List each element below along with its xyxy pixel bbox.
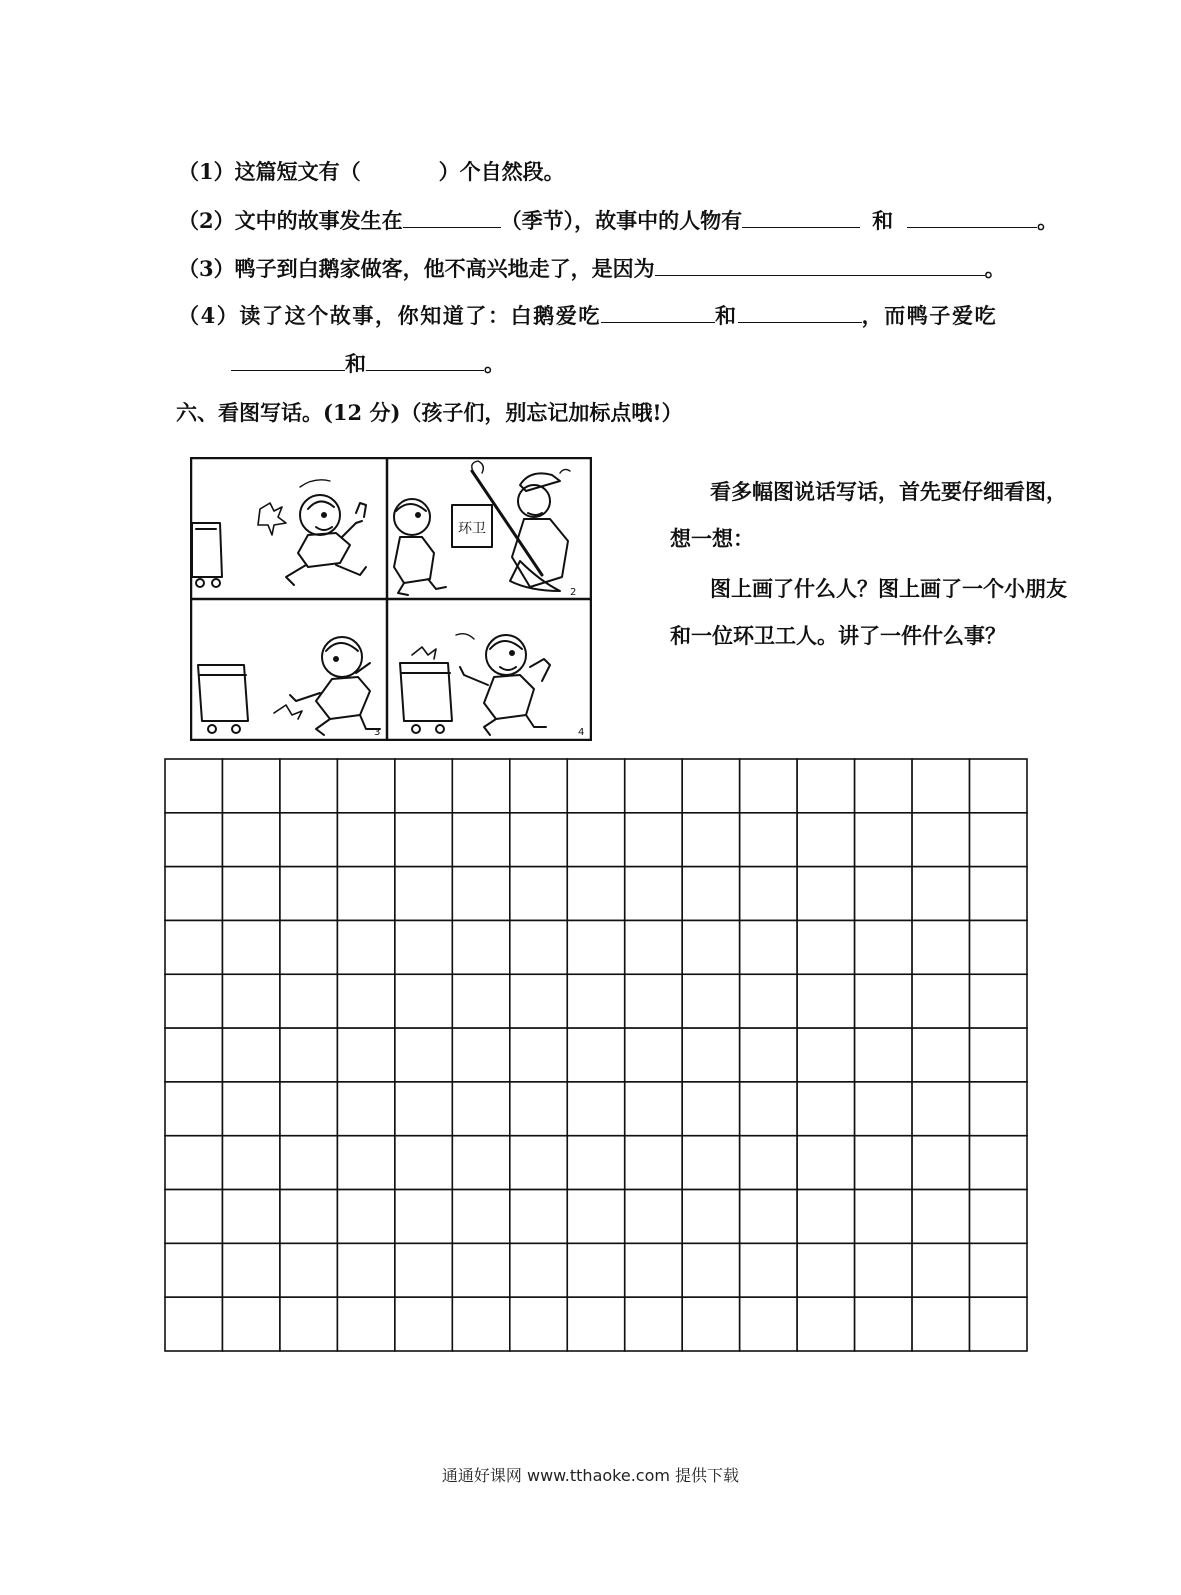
grid-cell[interactable] bbox=[165, 1028, 222, 1082]
grid-cell[interactable] bbox=[855, 1190, 912, 1244]
grid-cell[interactable] bbox=[222, 867, 279, 921]
grid-cell[interactable] bbox=[970, 867, 1027, 921]
grid-cell[interactable] bbox=[337, 1243, 394, 1297]
grid-cell[interactable] bbox=[855, 974, 912, 1028]
grid-cell[interactable] bbox=[280, 974, 337, 1028]
grid-cell[interactable] bbox=[452, 1136, 509, 1190]
grid-cell[interactable] bbox=[222, 1082, 279, 1136]
grid-cell[interactable] bbox=[222, 1136, 279, 1190]
grid-cell[interactable] bbox=[912, 759, 969, 813]
grid-cell[interactable] bbox=[625, 1136, 682, 1190]
question-3-text-b: 。 bbox=[984, 256, 1006, 281]
grid-cell[interactable] bbox=[567, 1082, 624, 1136]
grid-cell[interactable] bbox=[797, 759, 854, 813]
grid-cell[interactable] bbox=[280, 1190, 337, 1244]
grid-cell[interactable] bbox=[395, 867, 452, 921]
grid-cell[interactable] bbox=[797, 1297, 854, 1351]
grid-cell[interactable] bbox=[797, 920, 854, 974]
question-2-text-a: （2）文中的故事发生在 bbox=[178, 208, 403, 233]
answer-blank-character-2[interactable] bbox=[907, 207, 1037, 228]
grid-cell[interactable] bbox=[452, 1297, 509, 1351]
answer-blank-goose-food-2[interactable] bbox=[738, 302, 862, 323]
grid-cell[interactable] bbox=[510, 1243, 567, 1297]
grid-cell[interactable] bbox=[970, 1028, 1027, 1082]
grid-cell[interactable] bbox=[395, 974, 452, 1028]
grid-cell[interactable] bbox=[452, 920, 509, 974]
grid-cell[interactable] bbox=[510, 813, 567, 867]
grid-cell[interactable] bbox=[797, 1136, 854, 1190]
grid-cell[interactable] bbox=[855, 867, 912, 921]
grid-cell[interactable] bbox=[682, 1243, 739, 1297]
question-2-text-d: 。 bbox=[1037, 208, 1059, 233]
hint-line-4: 和一位环卫工人。讲了一件什么事？ bbox=[670, 623, 1006, 648]
grid-cell[interactable] bbox=[510, 1082, 567, 1136]
grid-cell[interactable] bbox=[337, 759, 394, 813]
grid-cell[interactable] bbox=[682, 759, 739, 813]
grid-cell[interactable] bbox=[625, 974, 682, 1028]
grid-cell[interactable] bbox=[567, 1297, 624, 1351]
answer-blank-reason[interactable] bbox=[655, 255, 985, 276]
grid-cell[interactable] bbox=[222, 920, 279, 974]
grid-cell[interactable] bbox=[970, 920, 1027, 974]
grid-cell[interactable] bbox=[452, 1082, 509, 1136]
answer-blank-duck-food-2[interactable] bbox=[366, 350, 484, 371]
grid-cell[interactable] bbox=[222, 1190, 279, 1244]
grid-cell[interactable] bbox=[797, 1082, 854, 1136]
grid-cell[interactable] bbox=[625, 759, 682, 813]
section-6-heading: 六、看图写话。(12 分)（孩子们，别忘记加标点哦!） bbox=[176, 400, 683, 425]
grid-cell[interactable] bbox=[797, 1243, 854, 1297]
grid-cell[interactable] bbox=[740, 920, 797, 974]
grid-cell[interactable] bbox=[222, 974, 279, 1028]
grid-cell[interactable] bbox=[222, 759, 279, 813]
grid-cell[interactable] bbox=[280, 1297, 337, 1351]
panel-1 bbox=[192, 480, 366, 587]
grid-cell[interactable] bbox=[740, 1190, 797, 1244]
grid-cell[interactable] bbox=[970, 759, 1027, 813]
grid-cell[interactable] bbox=[510, 1028, 567, 1082]
grid-cell[interactable] bbox=[682, 1190, 739, 1244]
grid-cell[interactable] bbox=[682, 974, 739, 1028]
grid-cell[interactable] bbox=[567, 867, 624, 921]
grid-cell[interactable] bbox=[625, 1297, 682, 1351]
grid-cell[interactable] bbox=[395, 813, 452, 867]
panel-2-sign-text: 环卫 bbox=[458, 521, 486, 537]
grid-cell[interactable] bbox=[395, 1136, 452, 1190]
grid-cell[interactable] bbox=[337, 1136, 394, 1190]
grid-cell[interactable] bbox=[970, 1297, 1027, 1351]
grid-cell[interactable] bbox=[567, 759, 624, 813]
grid-cell[interactable] bbox=[797, 1190, 854, 1244]
grid-cell[interactable] bbox=[912, 974, 969, 1028]
grid-cell[interactable] bbox=[452, 974, 509, 1028]
grid-cell[interactable] bbox=[912, 813, 969, 867]
panel-3-number: 3 bbox=[374, 727, 381, 738]
grid-cell[interactable] bbox=[280, 1136, 337, 1190]
grid-cell[interactable] bbox=[510, 974, 567, 1028]
hint-line-2: 想一想： bbox=[670, 526, 754, 551]
grid-cell[interactable] bbox=[452, 1190, 509, 1244]
grid-cell[interactable] bbox=[855, 813, 912, 867]
grid-cell[interactable] bbox=[165, 1243, 222, 1297]
question-1 bbox=[178, 158, 565, 186]
grid-cell[interactable] bbox=[797, 867, 854, 921]
grid-cell[interactable] bbox=[452, 813, 509, 867]
panel-4-number: 4 bbox=[578, 727, 585, 738]
grid-cell[interactable] bbox=[625, 867, 682, 921]
grid-cell[interactable] bbox=[797, 1028, 854, 1082]
grid-cell[interactable] bbox=[740, 1297, 797, 1351]
grid-cell[interactable] bbox=[567, 1190, 624, 1244]
grid-cell[interactable] bbox=[567, 974, 624, 1028]
question-3-text-a: （3）鸭子到白鹅家做客，他不高兴地走了，是因为 bbox=[178, 256, 655, 281]
grid-cell[interactable] bbox=[337, 1190, 394, 1244]
grid-cell[interactable] bbox=[855, 920, 912, 974]
grid-cell[interactable] bbox=[970, 1082, 1027, 1136]
grid-cell[interactable] bbox=[625, 1243, 682, 1297]
grid-cell[interactable] bbox=[970, 1136, 1027, 1190]
question-4-text-a: （4）读了这个故事，你知道了：白鹅爱吃 bbox=[178, 303, 602, 328]
grid-cell[interactable] bbox=[682, 920, 739, 974]
grid-cell[interactable] bbox=[682, 1082, 739, 1136]
grid-cell[interactable] bbox=[567, 1136, 624, 1190]
footer-source: 通通好课网 www.tthaoke.com 提供下载 bbox=[441, 1466, 740, 1485]
grid-cell[interactable] bbox=[740, 1028, 797, 1082]
grid-cell[interactable] bbox=[395, 1028, 452, 1082]
question-2-text-b: （季节），故事中的人物有 bbox=[500, 208, 743, 233]
grid-cell[interactable] bbox=[337, 813, 394, 867]
grid-cell[interactable] bbox=[165, 1136, 222, 1190]
hint-line-1: 看多幅图说话写话，首先要仔细看图， bbox=[710, 479, 1067, 504]
grid-cell[interactable] bbox=[337, 867, 394, 921]
grid-cell[interactable] bbox=[452, 759, 509, 813]
grid-cell[interactable] bbox=[567, 1028, 624, 1082]
question-1-text-a: （1）这篇短文有（ bbox=[178, 159, 361, 184]
grid-cell[interactable] bbox=[510, 1297, 567, 1351]
grid-cell[interactable] bbox=[337, 920, 394, 974]
question-4-text-d: 和 bbox=[345, 351, 366, 376]
grid-cell[interactable] bbox=[912, 1243, 969, 1297]
grid-cell[interactable] bbox=[165, 1297, 222, 1351]
grid-cell[interactable] bbox=[510, 1136, 567, 1190]
grid-cell[interactable] bbox=[222, 1243, 279, 1297]
grid-cell[interactable] bbox=[280, 1028, 337, 1082]
grid-cell[interactable] bbox=[682, 1297, 739, 1351]
grid-cell[interactable] bbox=[682, 867, 739, 921]
answer-blank-goose-food-1[interactable] bbox=[601, 302, 715, 323]
grid-cell[interactable] bbox=[855, 1082, 912, 1136]
grid-cell[interactable] bbox=[682, 813, 739, 867]
grid-cell[interactable] bbox=[337, 1297, 394, 1351]
grid-cell[interactable] bbox=[452, 1028, 509, 1082]
grid-cell[interactable] bbox=[337, 1082, 394, 1136]
grid-cell[interactable] bbox=[337, 1028, 394, 1082]
grid-cell[interactable] bbox=[855, 1028, 912, 1082]
grid-cell[interactable] bbox=[280, 1082, 337, 1136]
grid-cell[interactable] bbox=[970, 974, 1027, 1028]
grid-cell[interactable] bbox=[912, 1297, 969, 1351]
grid-cell[interactable] bbox=[970, 1243, 1027, 1297]
grid-cell[interactable] bbox=[452, 867, 509, 921]
panel-3 bbox=[198, 637, 380, 735]
panel-4 bbox=[400, 634, 550, 735]
grid-cell[interactable] bbox=[165, 867, 222, 921]
grid-cell[interactable] bbox=[165, 974, 222, 1028]
grid-cell[interactable] bbox=[970, 813, 1027, 867]
grid-cell[interactable] bbox=[625, 1190, 682, 1244]
grid-cell[interactable] bbox=[222, 1297, 279, 1351]
grid-cell[interactable] bbox=[510, 867, 567, 921]
grid-cell[interactable] bbox=[682, 1028, 739, 1082]
grid-cell[interactable] bbox=[912, 1082, 969, 1136]
grid-cell[interactable] bbox=[855, 1297, 912, 1351]
grid-cell[interactable] bbox=[970, 1190, 1027, 1244]
grid-cell[interactable] bbox=[165, 759, 222, 813]
grid-cell[interactable] bbox=[567, 813, 624, 867]
question-2 bbox=[178, 207, 1058, 235]
grid-cell[interactable] bbox=[165, 1190, 222, 1244]
grid-cell[interactable] bbox=[280, 920, 337, 974]
grid-cell[interactable] bbox=[912, 920, 969, 974]
grid-cell[interactable] bbox=[740, 1136, 797, 1190]
grid-cell[interactable] bbox=[740, 974, 797, 1028]
grid-cell[interactable] bbox=[510, 759, 567, 813]
grid-cell[interactable] bbox=[740, 867, 797, 921]
grid-cell[interactable] bbox=[395, 1082, 452, 1136]
grid-cell[interactable] bbox=[625, 920, 682, 974]
question-4-text-b: 和 bbox=[715, 303, 738, 328]
grid-cell[interactable] bbox=[567, 1243, 624, 1297]
comic-strip-illustration bbox=[190, 457, 592, 741]
grid-cell[interactable] bbox=[625, 813, 682, 867]
grid-cell[interactable] bbox=[912, 867, 969, 921]
grid-cell[interactable] bbox=[682, 1136, 739, 1190]
answer-blank-character-1[interactable] bbox=[742, 207, 860, 228]
answer-blank-season[interactable] bbox=[403, 207, 501, 228]
grid-cell[interactable] bbox=[280, 759, 337, 813]
grid-cell[interactable] bbox=[280, 813, 337, 867]
grid-cell[interactable] bbox=[912, 1190, 969, 1244]
question-3 bbox=[178, 255, 1006, 283]
panel-2-number: 2 bbox=[570, 587, 577, 598]
grid-cell[interactable] bbox=[740, 813, 797, 867]
grid-cell[interactable] bbox=[797, 813, 854, 867]
question-4 bbox=[178, 302, 997, 330]
answer-blank-duck-food-1[interactable] bbox=[231, 350, 345, 371]
writing-grid[interactable] bbox=[164, 758, 1028, 1352]
question-4-text-c: ，而鸭子爱吃 bbox=[861, 303, 998, 328]
grid-cell[interactable] bbox=[912, 1136, 969, 1190]
question-4-text-e: 。 bbox=[484, 351, 505, 376]
grid-cell[interactable] bbox=[395, 1190, 452, 1244]
question-4-continued bbox=[231, 350, 505, 378]
grid-cell[interactable] bbox=[165, 920, 222, 974]
grid-cell[interactable] bbox=[625, 1082, 682, 1136]
grid-cell[interactable] bbox=[222, 813, 279, 867]
grid-cell[interactable] bbox=[395, 759, 452, 813]
grid-cell[interactable] bbox=[855, 1136, 912, 1190]
grid-cell[interactable] bbox=[280, 1243, 337, 1297]
grid-cell[interactable] bbox=[740, 1082, 797, 1136]
grid-cell[interactable] bbox=[740, 759, 797, 813]
grid-cell[interactable] bbox=[165, 813, 222, 867]
grid-cell[interactable] bbox=[395, 1297, 452, 1351]
grid-cell[interactable] bbox=[912, 1028, 969, 1082]
grid-cell[interactable] bbox=[625, 1028, 682, 1082]
grid-cell[interactable] bbox=[567, 920, 624, 974]
grid-cell[interactable] bbox=[855, 759, 912, 813]
grid-cell[interactable] bbox=[510, 920, 567, 974]
question-1-text-b: ）个自然段。 bbox=[438, 159, 565, 184]
grid-cell[interactable] bbox=[222, 1028, 279, 1082]
grid-cell[interactable] bbox=[855, 1243, 912, 1297]
question-2-text-c: 和 bbox=[872, 208, 894, 233]
grid-cell[interactable] bbox=[395, 1243, 452, 1297]
grid-cell[interactable] bbox=[395, 920, 452, 974]
grid-cell[interactable] bbox=[510, 1190, 567, 1244]
grid-cell[interactable] bbox=[165, 1082, 222, 1136]
grid-cell[interactable] bbox=[337, 974, 394, 1028]
grid-cell[interactable] bbox=[797, 974, 854, 1028]
grid-cell[interactable] bbox=[280, 867, 337, 921]
grid-cell[interactable] bbox=[740, 1243, 797, 1297]
grid-cell[interactable] bbox=[452, 1243, 509, 1297]
hint-line-3: 图上画了什么人？图上画了一个小朋友 bbox=[710, 576, 1067, 601]
